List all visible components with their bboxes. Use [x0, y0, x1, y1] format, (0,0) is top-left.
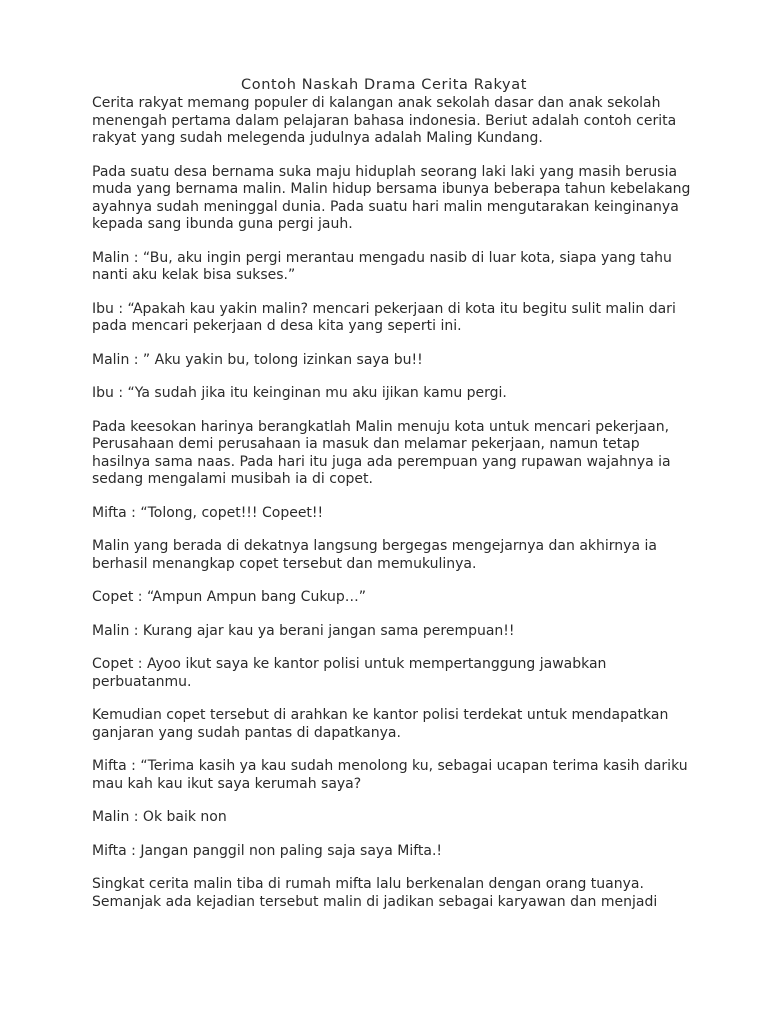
text-line: Copet : “Ampun Ampun bang Cukup…”	[92, 589, 367, 605]
paragraph	[92, 95, 676, 148]
text-line: menengah pertama dalam pelajaran bahasa indonesia. Beriut adalah contoh cerita	[92, 112, 677, 129]
paragraph	[92, 385, 676, 403]
text-line: pada mencari pekerjaan d desa kita yang seperti ini.	[92, 318, 462, 334]
text-line: nanti aku kelak bisa sukses.”	[92, 267, 296, 283]
text-line: Pada keesokan harinya berangkatlah Malin menuju kota untuk mencari pekerjaan,	[92, 418, 670, 435]
text-line: kepada sang ibunda guna pergi jauh.	[92, 216, 353, 232]
text-line: Perusahaan demi perusahaan ia masuk dan melamar pekerjaan, namun tetap	[92, 436, 640, 452]
text-line: Singkat cerita malin tiba di rumah mifta lalu berkenalan dengan orang tuanya.	[92, 876, 644, 892]
text-line: Copet : Ayoo ikut saya ke kantor polisi untuk mempertanggung jawabkan	[92, 656, 607, 672]
text-line: ganjaran yang sudah pantas di dapatkanya.	[92, 724, 401, 741]
text-line: Mifta : “Terima kasih ya kau sudah menolong ku, sebagai ucapan terima kasih dariku	[92, 758, 688, 774]
text-line: Malin : Ok baik non	[92, 809, 227, 825]
paragraph	[92, 843, 676, 861]
text-line: Malin : ” Aku yakin bu, tolong izinkan saya bu!!	[92, 351, 423, 368]
text-line: Ibu : “Ya sudah jika itu keinginan mu aku ijikan kamu pergi.	[92, 385, 507, 401]
paragraph	[92, 250, 676, 285]
text-line: Cerita rakyat memang populer di kalangan anak sekolah dasar dan anak sekolah	[92, 95, 661, 111]
text-line: muda yang bernama malin. Malin hidup bersama ibunya beberapa tahun kebelakang	[92, 181, 691, 197]
paragraph	[92, 301, 676, 336]
text-line: mau kah kau ikut saya kerumah saya?	[92, 775, 362, 792]
document-body	[92, 95, 691, 911]
text-line: Kemudian copet tersebut di arahkan ke kantor polisi terdekat untuk mendapatkan	[92, 707, 669, 723]
text-line: Malin : “Bu, aku ingin pergi merantau mengadu nasib di luar kota, siapa yang tahu	[92, 249, 672, 266]
text-line: Semanjak ada kejadian tersebut malin di jadikan sebagai karyawan dan menjadi	[92, 893, 658, 910]
paragraph	[92, 352, 676, 370]
paragraph	[92, 656, 676, 691]
paragraph	[92, 707, 676, 742]
paragraph	[92, 538, 676, 573]
paragraph	[92, 505, 676, 523]
paragraph	[92, 623, 676, 641]
text-line: Pada suatu desa bernama suka maju hiduplah seorang laki laki yang masih berusia	[92, 163, 678, 180]
paragraph	[92, 419, 676, 489]
document-title: Contoh Naskah Drama Cerita Rakyat	[241, 77, 527, 93]
text-line: Mifta : Jangan panggil non paling saja saya Mifta.!	[92, 842, 443, 859]
text-line: Mifta : “Tolong, copet!!! Copeet!!	[92, 504, 324, 521]
paragraph	[92, 758, 688, 793]
text-line: Malin yang berada di dekatnya langsung bergegas mengejarnya dan akhirnya ia	[92, 538, 657, 554]
text-line: ayahnya sudah meninggal dunia. Pada suatu hari malin mengutarakan keinginanya	[92, 198, 679, 215]
paragraph	[92, 163, 691, 234]
paragraph	[92, 809, 676, 827]
text-line: hasilnya sama naas. Pada hari itu juga ada perempuan yang rupawan wajahnya ia	[92, 453, 671, 470]
text-line: Malin : Kurang ajar kau ya berani jangan sama perempuan!!	[92, 622, 515, 639]
text-line: Ibu : “Apakah kau yakin malin? mencari pekerjaan di kota itu begitu sulit malin dari	[92, 300, 676, 317]
text-line: sedang mengalami musibah ia di copet.	[92, 471, 373, 487]
text-line: perbuatanmu.	[92, 673, 192, 690]
paragraph	[92, 876, 676, 911]
paragraph	[92, 589, 676, 607]
text-line: rakyat yang sudah melegenda judulnya adalah Maling Kundang.	[92, 130, 543, 146]
text-line: berhasil menangkap copet tersebut dan memukulinya.	[92, 555, 477, 572]
